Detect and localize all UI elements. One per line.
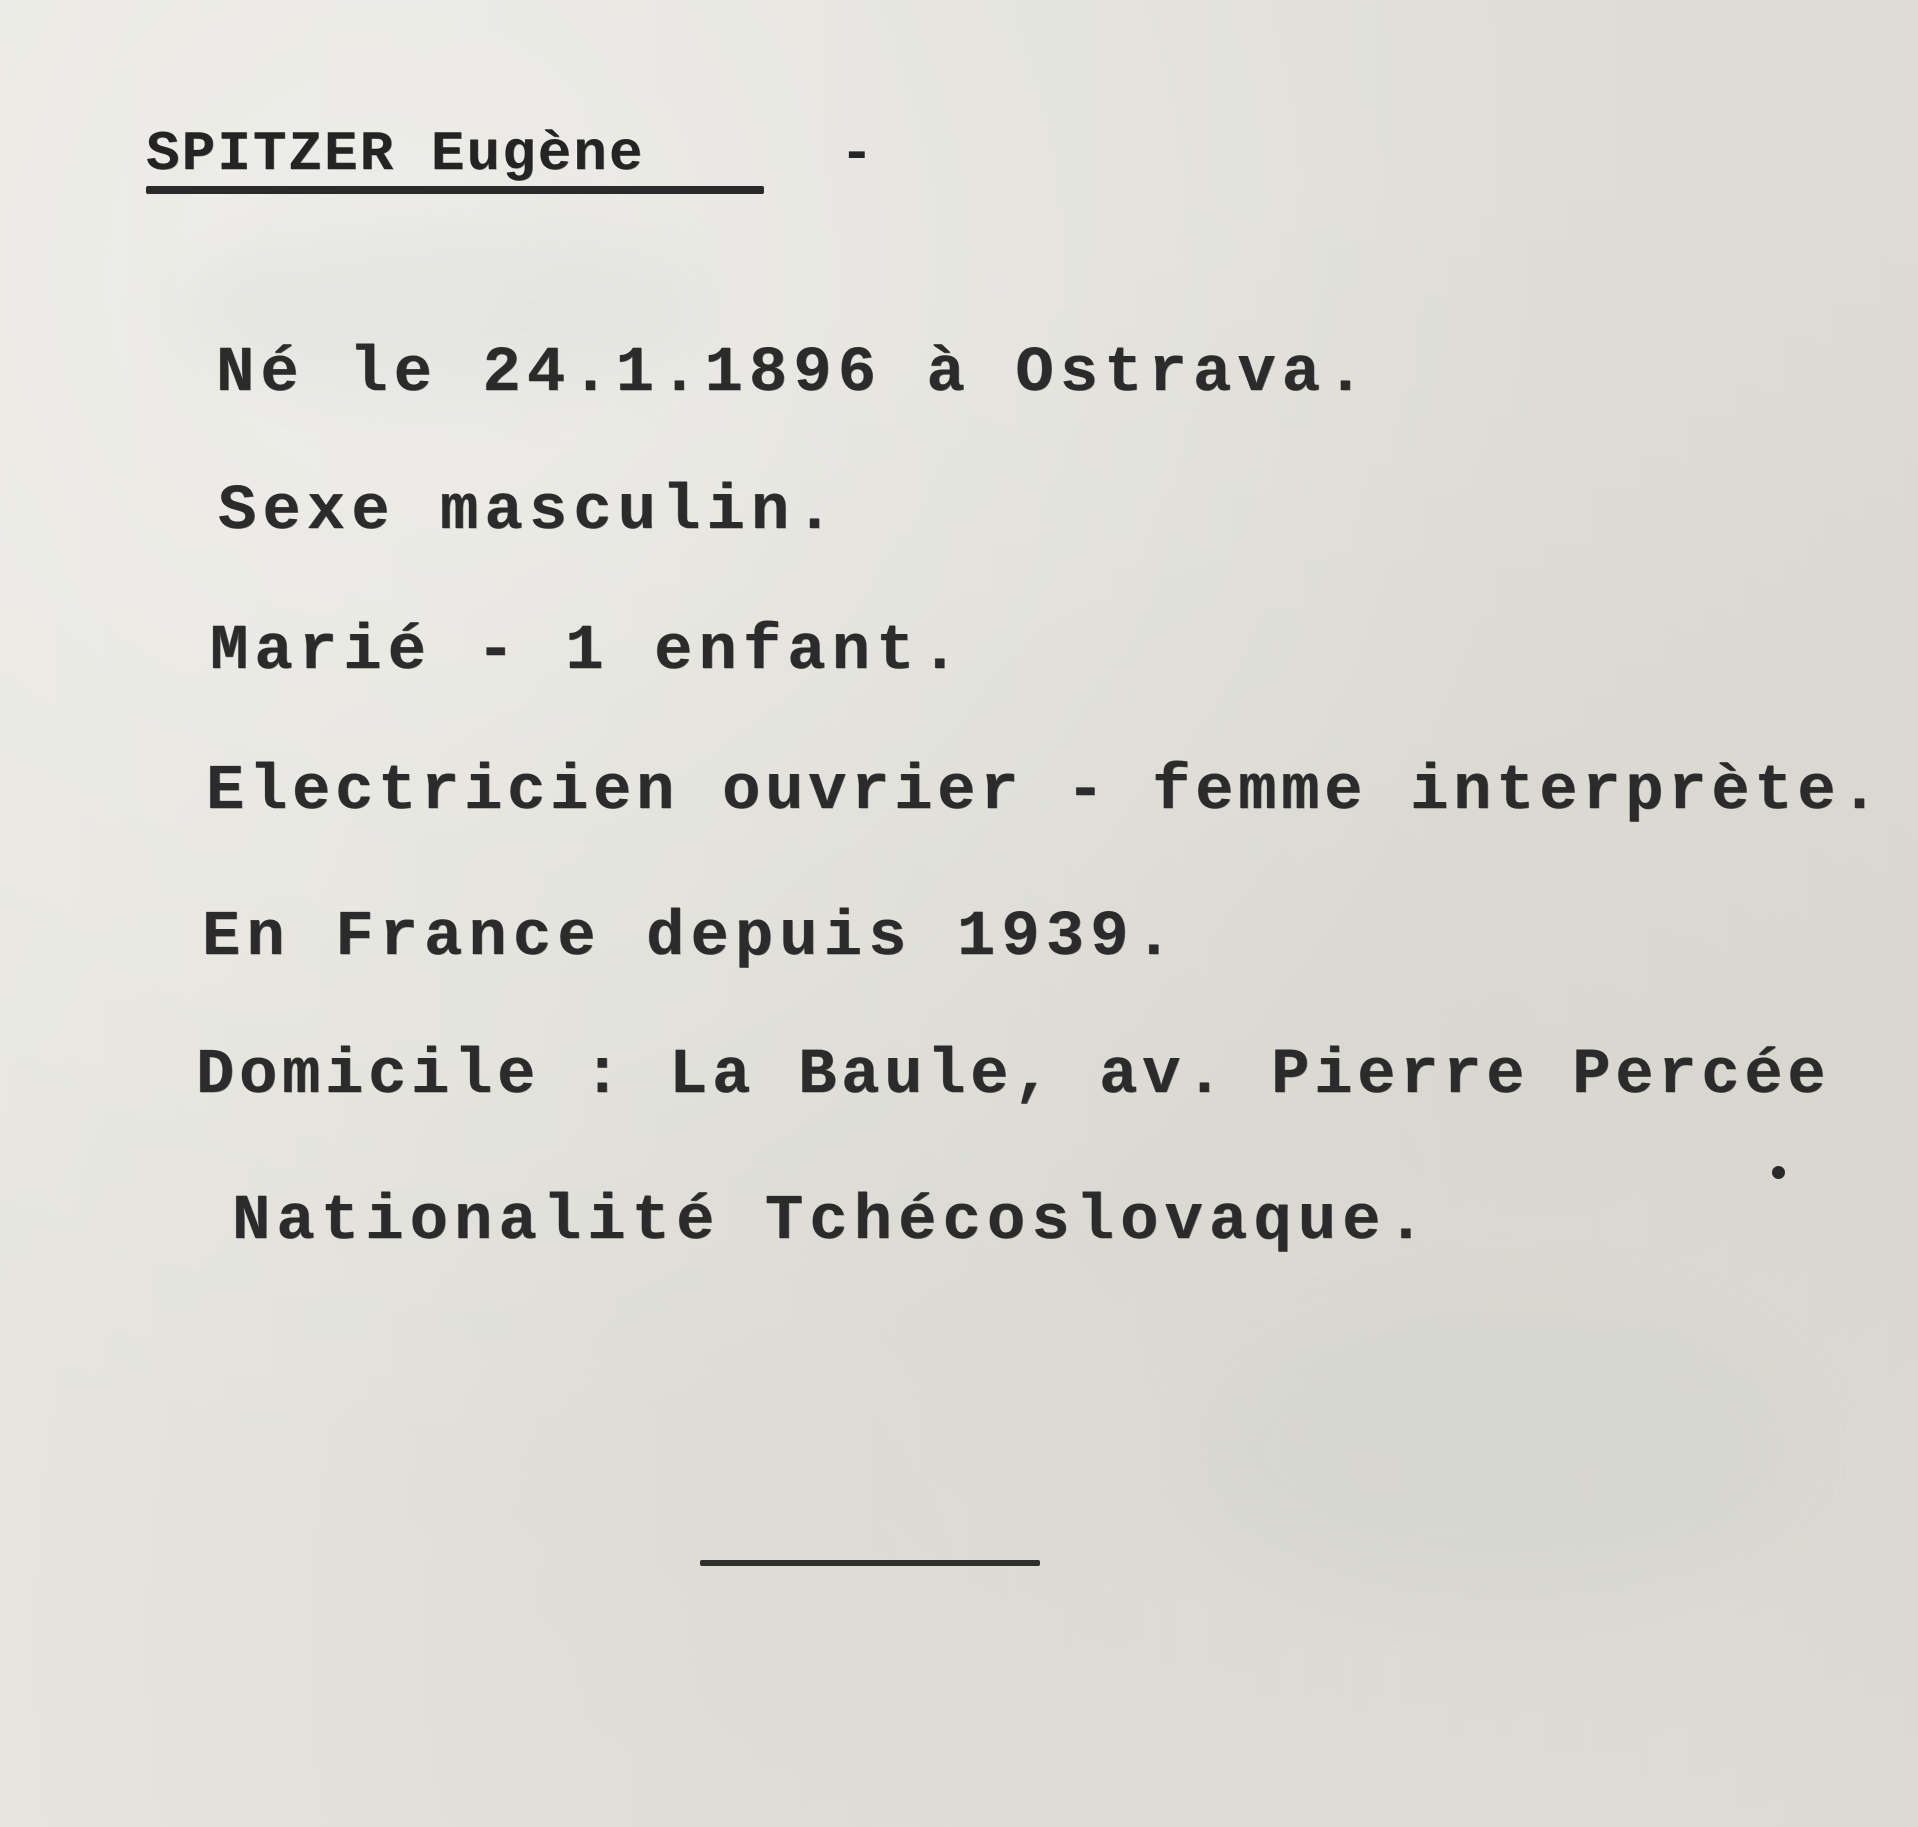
heading-dash: - [840,122,874,186]
period-mark [1772,1166,1785,1179]
paper-stain [1200,1300,1800,1600]
person-name-heading: SPITZER Eugène [146,122,645,186]
birth-line: Né le 24.1.1896 à Ostrava. [216,338,1371,410]
domicile-line: Domicile : La Baule, av. Pierre Percée [196,1040,1831,1112]
nationality-line: Nationalité Tchécoslovaque. [232,1186,1431,1258]
occupation-line: Electricien ouvrier - femme interprète. [206,756,1884,828]
end-rule [700,1560,1040,1566]
marital-line: Marié - 1 enfant. [210,616,965,688]
name-underline [146,186,764,194]
sex-line: Sexe masculin. [218,476,840,548]
residence-since-line: En France depuis 1939. [202,902,1179,974]
